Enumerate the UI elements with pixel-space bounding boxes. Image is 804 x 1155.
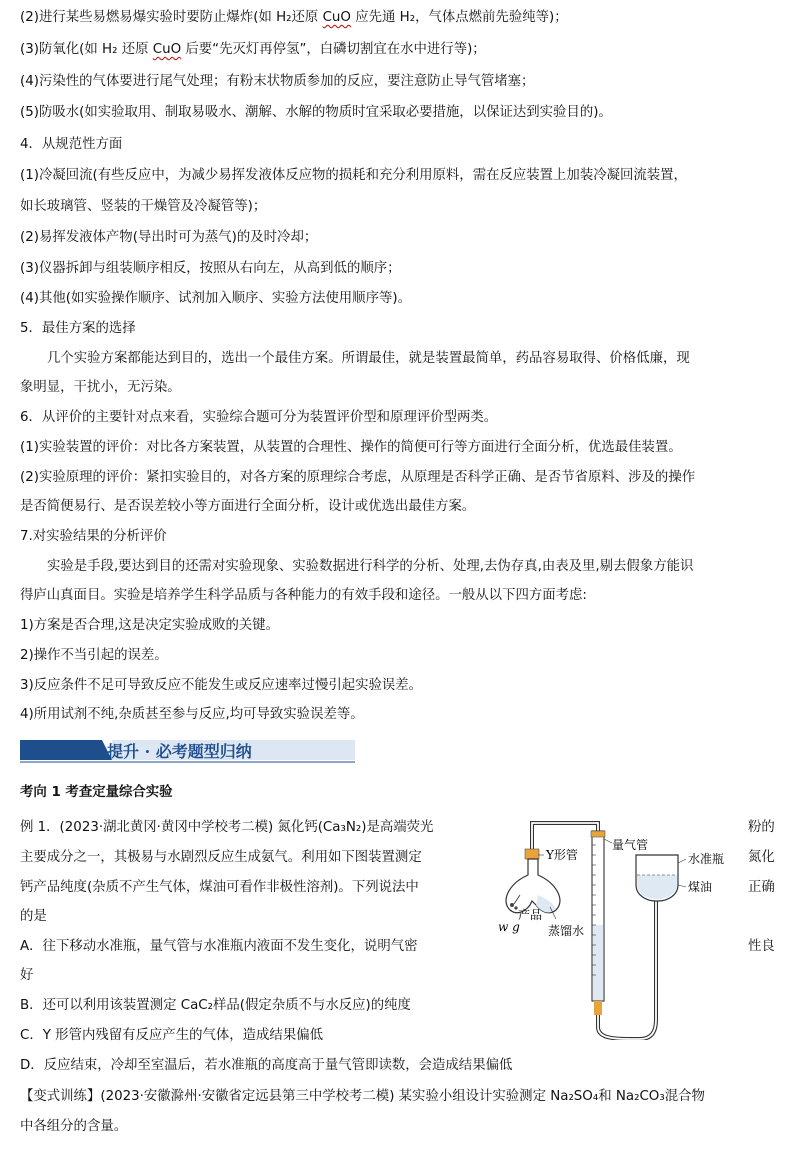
q1-line-c-right: 正确 [748, 880, 775, 895]
label-distilled-water: 蒸馏水 [548, 924, 585, 938]
option-a-right: 性良 [748, 939, 775, 954]
reason-1: 1)方案是否合理,这是决定实验成败的关键。 [20, 618, 280, 633]
item-2: (2)易挥发液体产物(导出时可为蒸气)的及时冷却； [20, 230, 318, 245]
para-7b: 得庐山真面目。实验是培养学生科学品质与各种能力的有效手段和途径。一般从以下四方面考虑: [20, 588, 587, 603]
option-d: D．反应结束，冷却至室温后，若水准瓶的高度高于量气管即读数，会造成结果偏低 [20, 1058, 513, 1073]
line-5: (5)防吸水(如实验取用、制取易吸水、潮解、水解的物质时宜采取必要措施，以保证达到实验目的)。 [20, 105, 612, 120]
option-a: A．往下移动水准瓶，量气管与水准瓶内液面不发生变化，说明气密 [20, 939, 418, 954]
label-kerosene: 煤油 [688, 880, 713, 894]
variant-line-1: 【变式训练】(2023·安徽滁州·安徽省定远县第三中学校考二模) 某实验小组设计实验测定 Na₂SO₄和 Na₂CO₃混合物 [20, 1089, 705, 1104]
label-gas-burette: 量气管 [612, 838, 649, 852]
line-2: (2)进行某些易燃易爆实验时要防止爆炸(如 H₂还原 CuO 应先通 H₂，气体点燃前先验纯等)； [20, 10, 568, 25]
heading-6: 6．从评价的主要针对点来看，实验综合题可分为装置评价型和原理评价型两类。 [20, 410, 498, 425]
q1-line-b-right: 氮化 [748, 850, 775, 865]
label-product: 产品 [518, 908, 543, 922]
q1-line-a: 例 1．(2023·湖北黄冈·黄冈中学校考二模) 氮化钙(Ca₃N₂)是高端荧光 [20, 820, 434, 835]
option-b: B．还可以利用该装置测定 CaC₂样品(假定杂质不与水反应)的纯度 [20, 998, 411, 1013]
reason-4: 4)所用试剂不纯,杂质甚至参与反应,均可导致实验误差等。 [20, 707, 364, 722]
apparatus-figure [480, 815, 780, 1040]
label-leveling-bottle: 水准瓶 [688, 852, 725, 866]
label-y-tube: Y形管 [546, 848, 578, 862]
eval-2a: (2)实验原理的评价：紧扣实验目的，对各方案的原理综合考虑，从原理是否科学正确、是否节省原料、涉及的操作 [20, 470, 696, 485]
heading-7: 7.对实验结果的分析评价 [20, 529, 167, 544]
eval-2b: 是否简便易行、是否误差较小等方面进行全面分析，设计或优选出最佳方案。 [20, 499, 476, 514]
q1-line-a-right: 粉的 [748, 820, 775, 835]
question-direction: 考向 1 考查定量综合实验 [20, 785, 173, 800]
para-5a: 几个实验方案都能达到目的，选出一个最佳方案。所谓最佳，就是装置最简单，药品容易取得、价格低廉，现 [47, 351, 690, 366]
reason-2: 2)操作不当引起的误差。 [20, 648, 168, 663]
heading-5: 5．最佳方案的选择 [20, 321, 136, 336]
line-4: (4)污染性的气体要进行尾气处理；有粉末状物质参加的反应，要注意防止导气管堵塞； [20, 74, 535, 89]
item-1a: (1)冷凝回流(有些反应中，为减少易挥发液体反应物的损耗和充分利用原料，需在反应装置上加装冷凝回流装置， [20, 168, 687, 183]
label-mass: w g [498, 920, 520, 934]
item-4: (4)其他(如实验操作顺序、试剂加入顺序、实验方法使用顺序等)。 [20, 291, 411, 306]
option-c: C．Y 形管内残留有反应产生的气体，造成结果偏低 [20, 1028, 323, 1043]
heading-4: 4．从规范性方面 [20, 137, 123, 152]
item-3: (3)仪器拆卸与组装顺序相反，按照从右向左，从高到低的顺序； [20, 261, 401, 276]
q1-line-b: 主要成分之一，其极易与水剧烈反应生成氨气。利用如下图装置测定 [20, 850, 422, 865]
para-5b: 象明显，干扰小，无污染。 [20, 380, 181, 395]
item-1b: 如长玻璃管、竖装的干燥管及冷凝管等)； [20, 199, 267, 214]
banner-title: 提升 · 必考题型归纳 [107, 742, 252, 761]
q1-line-d: 的是 [20, 909, 47, 924]
line-3: (3)防氧化(如 H₂ 还原 CuO 后要“先灭灯再停氢”，白磷切割宜在水中进行等)； [20, 42, 486, 57]
q1-line-c: 钙产品纯度(杂质不产生气体，煤油可看作非极性溶剂)。下列说法中 [20, 880, 419, 895]
variant-line-2: 中各组分的含量。 [20, 1119, 128, 1134]
reason-3: 3)反应条件不足可导致反应不能发生或反应速率过慢引起实验误差。 [20, 678, 423, 693]
option-a-2: 好 [20, 968, 34, 983]
eval-1: (1)实验装置的评价：对比各方案装置，从装置的合理性、操作的简便可行等方面进行全面分析，优选最佳装置。 [20, 440, 682, 455]
para-7a: 实验是手段,要达到目的还需对实验现象、实验数据进行科学的分析、处理,去伪存真,由表及里,剔去假象方能识 [47, 559, 694, 574]
